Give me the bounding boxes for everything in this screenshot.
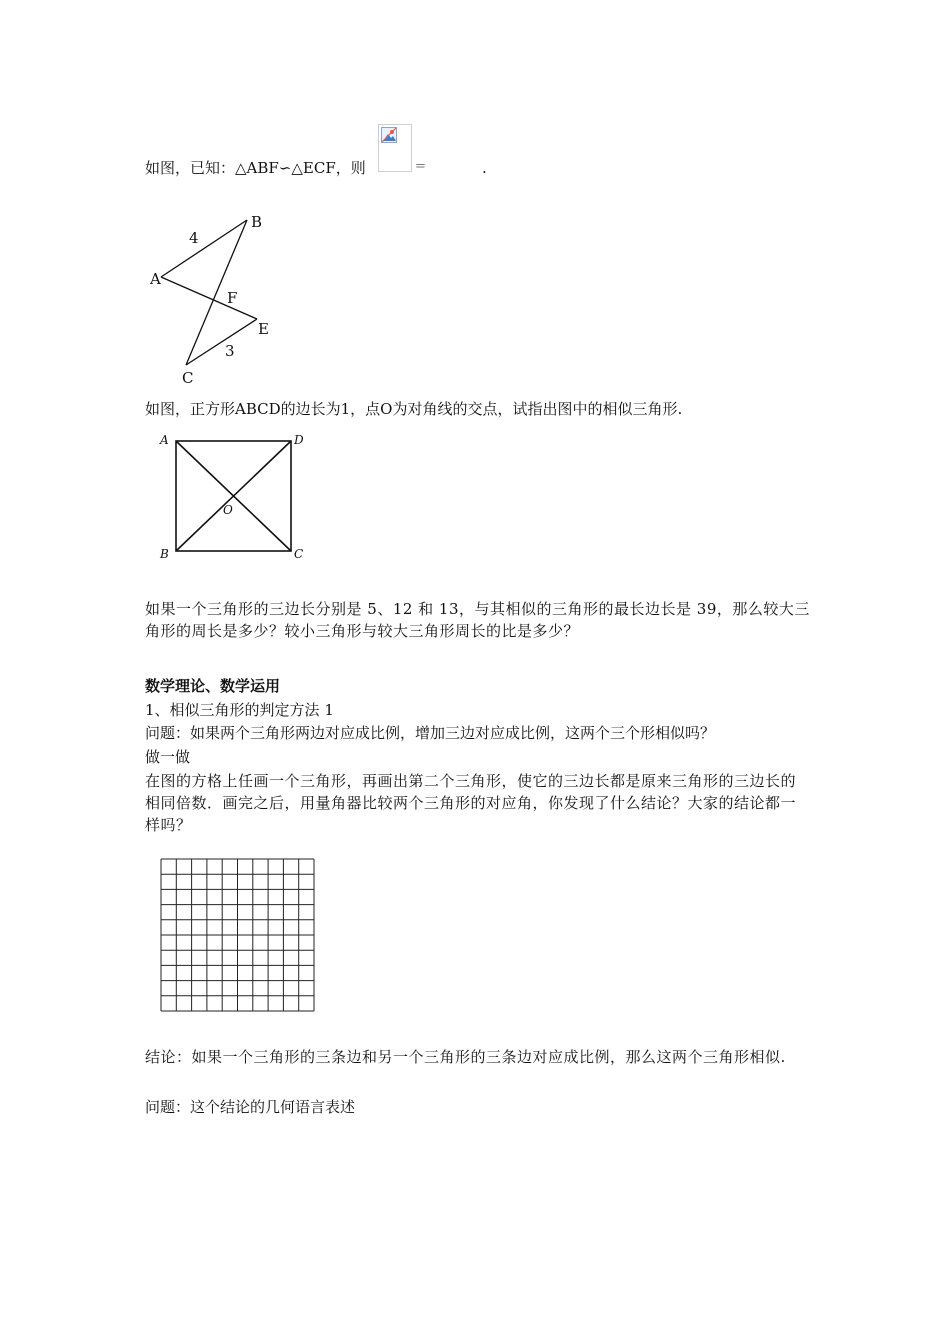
broken-image-icon bbox=[381, 127, 397, 143]
side-length-ce: 3 bbox=[225, 342, 235, 360]
q2-text: 如图，正方形ABCD的边长为1，点O为对角线的交点，试指出图中的相似三角形. bbox=[145, 400, 683, 418]
label-a: A bbox=[150, 270, 161, 288]
period: . bbox=[482, 159, 487, 177]
label-a: A bbox=[160, 433, 169, 447]
segment-ab bbox=[161, 220, 247, 277]
label-b: B bbox=[160, 547, 169, 561]
section-heading: 数学理论、数学运用 bbox=[145, 677, 281, 695]
q3-text: 如果一个三角形的三边长分别是 5、12 和 13，与其相似的三角形的最长边长是 39，那么较大三角形的周长是多少？较小三角形与较大三角形周长的比是多少？ bbox=[145, 600, 810, 640]
section-question: 问题：如果两个三角形两边对应成比例，增加三边对应成比例，这两个三个形相似吗？ bbox=[145, 724, 716, 742]
instruction-text: 在图的方格上任画一个三角形，再画出第二个三角形，使它的三边长都是原来三角形的三边长的相同倍数．画完之后，用量角器比较两个三角形的对应角，你发现了什么结论？大家的结论都一样吗？ bbox=[145, 772, 797, 834]
q1-text: 如图，已知：△ABF∽△ECF，则 bbox=[145, 159, 366, 177]
question-2-text: 问题：这个结论的几何语言表述 bbox=[145, 1098, 356, 1116]
label-d: D bbox=[294, 433, 304, 447]
segment-ae bbox=[161, 277, 257, 319]
label-f: F bbox=[227, 289, 238, 307]
triangle-figure bbox=[140, 205, 290, 390]
section-item-1: 1、相似三角形的判定方法 1 bbox=[145, 701, 334, 719]
equals-sign: = bbox=[415, 159, 426, 174]
label-b: B bbox=[251, 213, 263, 231]
square-grid bbox=[160, 858, 315, 1012]
conclusion-text: 结论：如果一个三角形的三条边和另一个三角形的三条边对应成比例，那么这两个三角形相似. bbox=[145, 1048, 786, 1066]
label-o: O bbox=[223, 503, 233, 517]
broken-image-placeholder bbox=[378, 124, 412, 172]
label-c: C bbox=[294, 547, 304, 561]
try-it-label: 做一做 bbox=[145, 748, 191, 766]
label-c: C bbox=[182, 369, 194, 387]
side-length-ab: 4 bbox=[189, 229, 199, 247]
label-e: E bbox=[258, 320, 269, 338]
segment-ce bbox=[186, 319, 257, 365]
square-figure bbox=[155, 430, 315, 565]
